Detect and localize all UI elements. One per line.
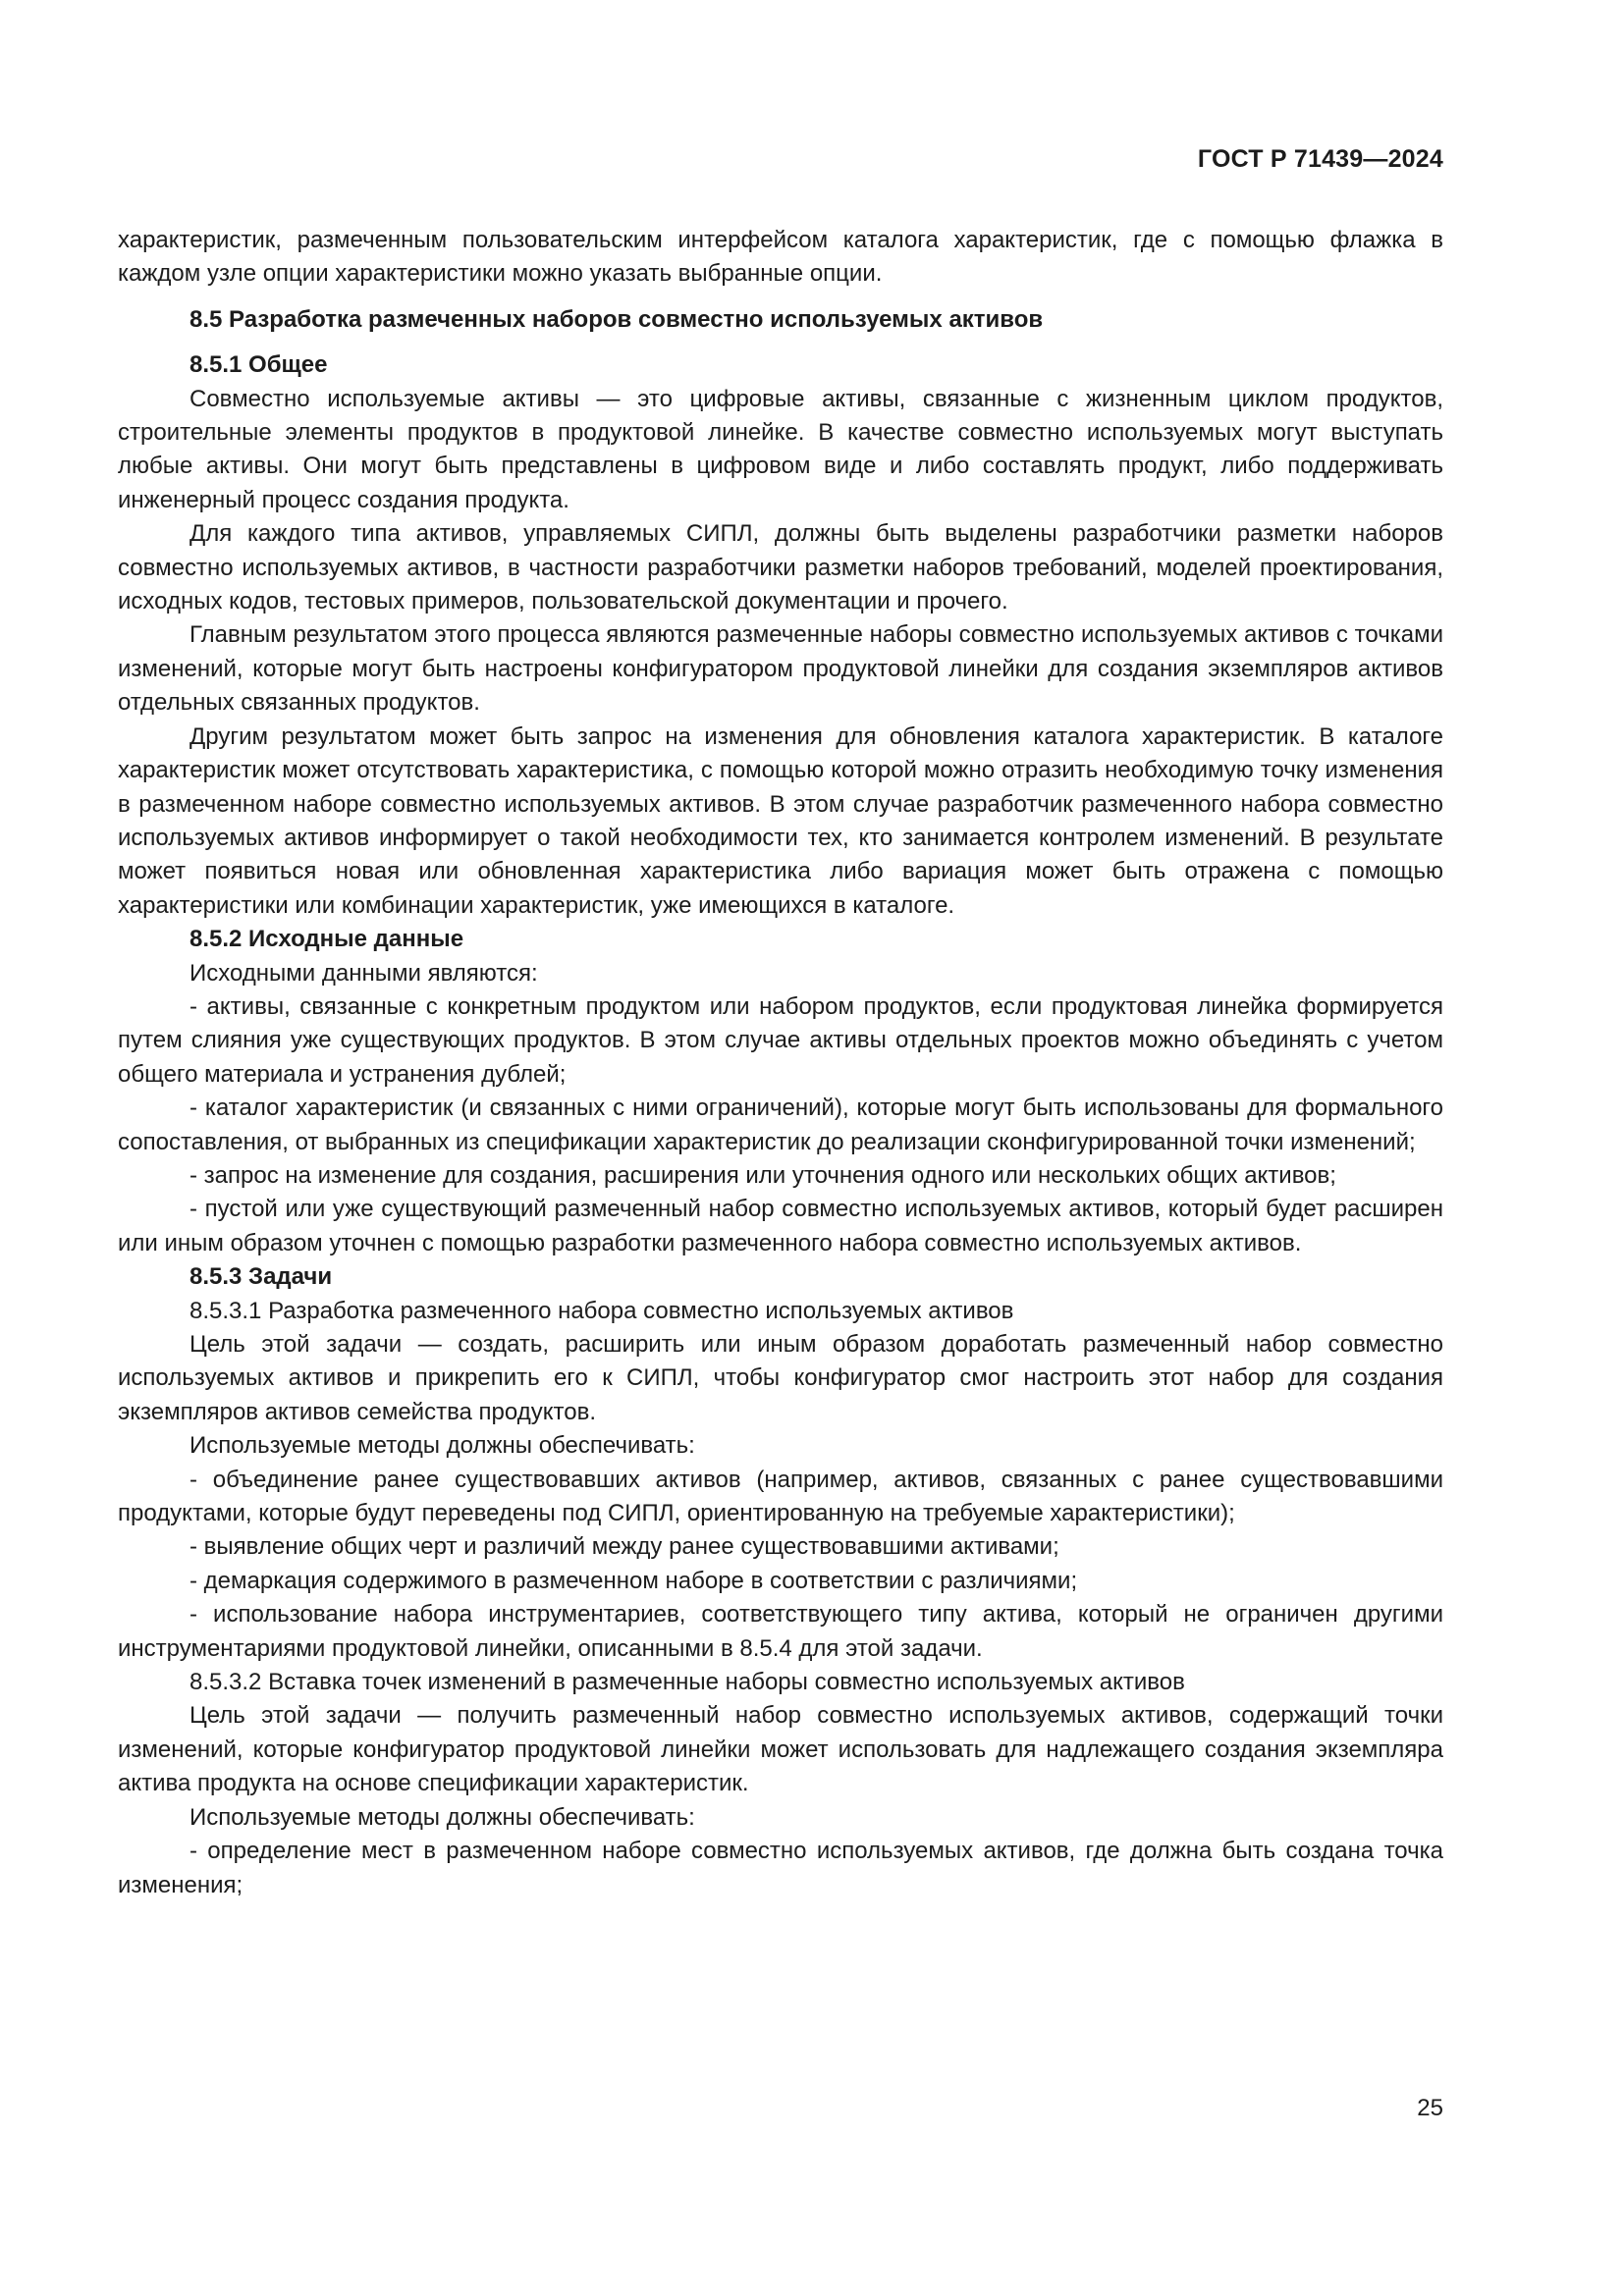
paragraph: характеристик, размеченным пользовательским интерфейсом каталога характеристик, где с помощью флажка в каждом узле опции характеристики можно указать выбранные опции. xyxy=(118,227,1443,288)
paragraph: Используемые методы должны обеспечивать: xyxy=(189,1432,695,1460)
page-number: 25 xyxy=(1417,2095,1443,2121)
document-id-header: ГОСТ Р 71439—2024 xyxy=(1197,145,1443,173)
subsection-heading-8-5-3: 8.5.3 Задачи xyxy=(189,1263,333,1291)
paragraph: Цель этой задачи — получить размеченный набор совместно используемых активов, содержащий точки изменений, которые конфигуратор продуктовой линейки может использовать для надлежащего создания экземпляра актива продукта на основе спецификации характеристик. xyxy=(118,1702,1443,1797)
list-item: - определение мест в размеченном наборе совместно используемых активов, где должна быть создана точка изменения; xyxy=(118,1838,1443,1898)
list-item: - демаркация содержимого в размеченном наборе в соответствии с различиями; xyxy=(189,1567,1078,1594)
list-item: - запрос на изменение для создания, расширения или уточнения одного или нескольких общих активов; xyxy=(189,1161,1336,1189)
paragraph: Другим результатом может быть запрос на изменения для обновления каталога характеристик. В каталоге характеристик может отсутствовать характеристика, с помощью которой можно отразить необходимую точку изменения в размеченном наборе совместно используемых активов. В этом случае разработчик размеченного набора совместно используемых активов информирует о такой необходимости тех, кто занимается контролем изменений. В результате может появиться новая или обновленная характеристика либо вариация может быть отражена с помощью характеристики или комбинации характеристик, уже имеющихся в каталоге. xyxy=(118,722,1443,919)
list-item: - активы, связанные с конкретным продуктом или набором продуктов, если продуктовая линейка формируется путем слияния уже существующих продуктов. В этом случае активы отдельных проектов можно объединять с учетом общего материала и устранения дублей; xyxy=(118,992,1443,1088)
clause-title-8-5-3-1: 8.5.3.1 Разработка размеченного набора совместно используемых активов xyxy=(189,1297,1014,1324)
subsection-heading-8-5-2: 8.5.2 Исходные данные xyxy=(189,926,464,953)
paragraph: Главным результатом этого процесса являются размеченные наборы совместно используемых активов с точками изменений, которые могут быть настроены конфигуратором продуктовой линейки для создания экземпляров активов отдельных связанных продуктов. xyxy=(118,621,1443,717)
paragraph: Исходными данными являются: xyxy=(189,959,538,987)
list-item: - пустой или уже существующий размеченный набор совместно используемых активов, который будет расширен или иным образом уточнен с помощью разработки размеченного набора совместно используемых активов. xyxy=(118,1196,1443,1256)
subsection-heading-8-5-1: 8.5.1 Общее xyxy=(189,351,328,379)
paragraph: Совместно используемые активы — это цифровые активы, связанные с жизненным циклом продуктов, строительные элементы продуктов в продуктовой линейке. В качестве совместно используемых могут выступать любые активы. Они могут быть представлены в цифровом виде и либо составлять продукт, либо поддерживать инженерный процесс создания продукта. xyxy=(118,385,1443,513)
section-heading-8-5: 8.5 Разработка размеченных наборов совместно используемых активов xyxy=(189,305,1044,333)
paragraph: Используемые методы должны обеспечивать: xyxy=(189,1803,695,1831)
paragraph: Для каждого типа активов, управляемых СИПЛ, должны быть выделены разработчики разметки наборов совместно используемых активов, в частности разработчики разметки наборов требований, моделей проектирования, исходных кодов, тестовых примеров, пользовательской документации и прочего. xyxy=(118,520,1443,615)
document-body xyxy=(118,224,1443,1902)
list-item: - каталог характеристик (и связанных с ними ограничений), которые могут быть использованы для формального сопоставления, от выбранных из спецификации характеристик до реализации сконфигурированной точки изменений; xyxy=(118,1095,1443,1155)
list-item: - использование набора инструментариев, соответствующего типу актива, который не ограничен другими инструментариями продуктовой линейки, описанными в 8.5.4 для этой задачи. xyxy=(118,1601,1443,1662)
list-item: - объединение ранее существовавших активов (например, активов, связанных с ранее существовавшими продуктами, которые будут переведены под СИПЛ, ориентированную на требуемые характеристики); xyxy=(118,1466,1443,1527)
paragraph: Цель этой задачи — создать, расширить или иным образом доработать размеченный набор совместно используемых активов и прикрепить его к СИПЛ, чтобы конфигуратор смог настроить этот набор для создания экземпляров активов семейства продуктов. xyxy=(118,1331,1443,1425)
list-item: - выявление общих черт и различий между ранее существовавшими активами; xyxy=(189,1533,1059,1561)
clause-title-8-5-3-2: 8.5.3.2 Вставка точек изменений в размеченные наборы совместно используемых активов xyxy=(189,1669,1185,1696)
